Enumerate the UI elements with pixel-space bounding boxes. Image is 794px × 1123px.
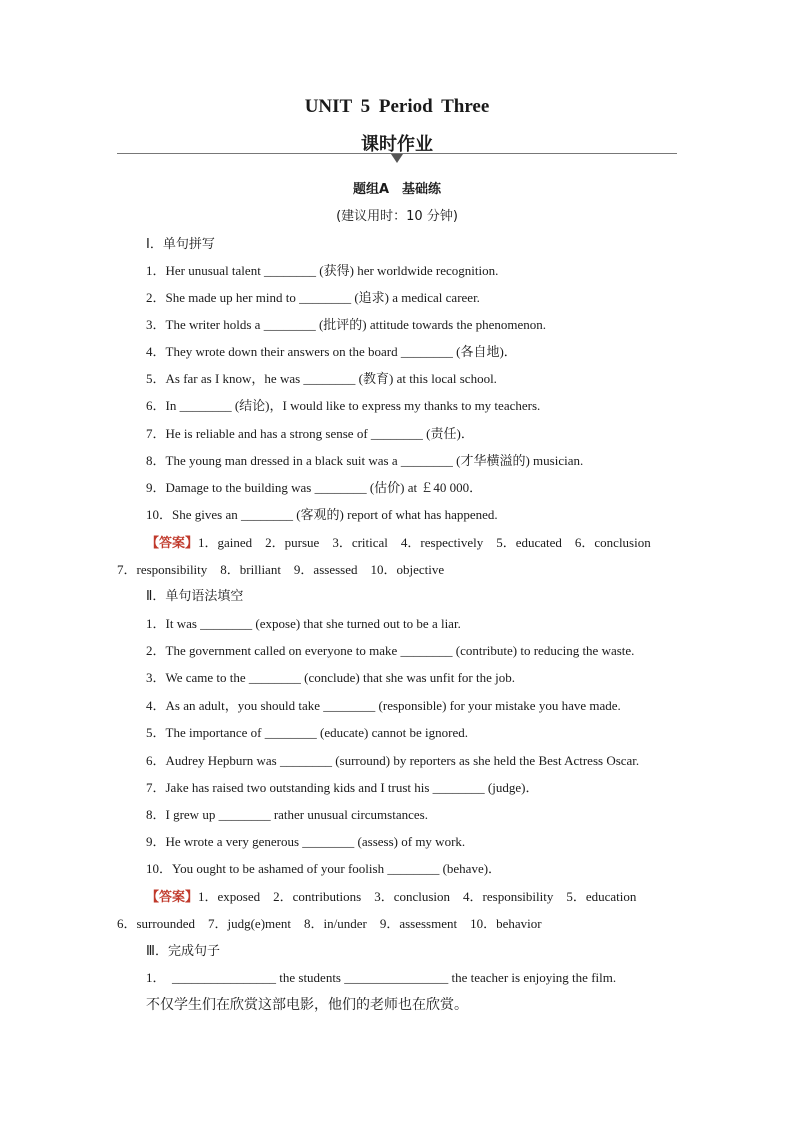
answer-label: 【答案】 xyxy=(146,890,199,905)
question-item: 8．The young man dressed in a black suit was a ________ (才华横溢的) musician. xyxy=(146,453,584,468)
answer-line: 7．responsibility 8．brilliant 9．assessed 10．objective xyxy=(117,562,445,577)
question-item: 2．The government called on everyone to make ________ (contribute) to reducing the waste. xyxy=(146,643,635,658)
group-title: 题组A 基础练 xyxy=(352,182,442,197)
question-item: 7．Jake has raised two outstanding kids and I trust his ________ (judge)． xyxy=(146,780,539,795)
question-item: 7．He is reliable and has a strong sense of ________ (责任)． xyxy=(146,426,474,441)
answer-label: 【答案】 xyxy=(146,536,199,551)
page-title: UNIT 5 Period Three xyxy=(304,96,490,117)
question-item: 3．The writer holds a ________ (批评的) attitude towards the phenomenon. xyxy=(146,317,547,332)
answer-line xyxy=(146,886,636,905)
answer-line: 6．surrounded 7．judg(e)ment 8．in/under 9．assessment 10．behavior xyxy=(117,916,542,931)
question-item: 2．She made up her mind to ________ (追求) a medical career. xyxy=(146,290,480,305)
question-item: 3．We came to the ________ (conclude) that she was unfit for the job. xyxy=(146,670,515,685)
section3-heading: Ⅲ．完成句子 xyxy=(146,944,220,959)
question-item: 5．As far as I know，he was ________ (教育) at this local school. xyxy=(146,371,497,386)
triangle-marker-icon xyxy=(391,154,403,163)
question-item: 6．Audrey Hepburn was ________ (surround) by reporters as she held the Best Actress Oscar. xyxy=(146,753,640,768)
question-item: 9．He wrote a very generous ________ (assess) of my work. xyxy=(146,834,466,849)
question-item: 10．She gives an ________ (客观的) report of what has happened. xyxy=(146,507,498,522)
question-item: 9．Damage to the building was ________ (估价) at ￡40 000． xyxy=(146,480,483,495)
page-subtitle: 课时作业 xyxy=(361,134,433,154)
answer-text: 1．exposed 2．contributions 3．conclusion 4．responsibility 5．education xyxy=(198,889,637,904)
section1-heading: Ⅰ．单句拼写 xyxy=(146,237,215,252)
question-item: 1． ________________ the students ________________ the teacher is enjoying the film. xyxy=(146,970,617,985)
chinese-translation: 不仅学生们在欣赏这部电影，他们的老师也在欣赏。 xyxy=(146,997,468,1013)
question-item: 5．The importance of ________ (educate) cannot be ignored. xyxy=(146,725,468,740)
section2-heading: Ⅱ．单句语法填空 xyxy=(146,589,244,604)
question-item: 4．They wrote down their answers on the board ________ (各自地)． xyxy=(146,344,517,359)
answer-text: 1．gained 2．pursue 3．critical 4．respectively 5．educated 6．conclusion xyxy=(198,535,651,550)
answer-line xyxy=(146,532,651,551)
question-item: 8．I grew up ________ rather unusual circumstances. xyxy=(146,807,428,822)
question-item: 6．In ________ (结论)，I would like to express my thanks to my teachers. xyxy=(146,398,541,413)
question-item: 4．As an adult，you should take ________ (responsible) for your mistake you have made. xyxy=(146,698,621,713)
suggested-time: (建议用时：10 分钟) xyxy=(336,209,458,224)
question-item: 1．Her unusual talent ________ (获得) her worldwide recognition. xyxy=(146,263,499,278)
question-item: 1．It was ________ (expose) that she turned out to be a liar. xyxy=(146,616,461,631)
question-item: 10．You ought to be ashamed of your foolish ________ (behave)． xyxy=(146,861,502,876)
